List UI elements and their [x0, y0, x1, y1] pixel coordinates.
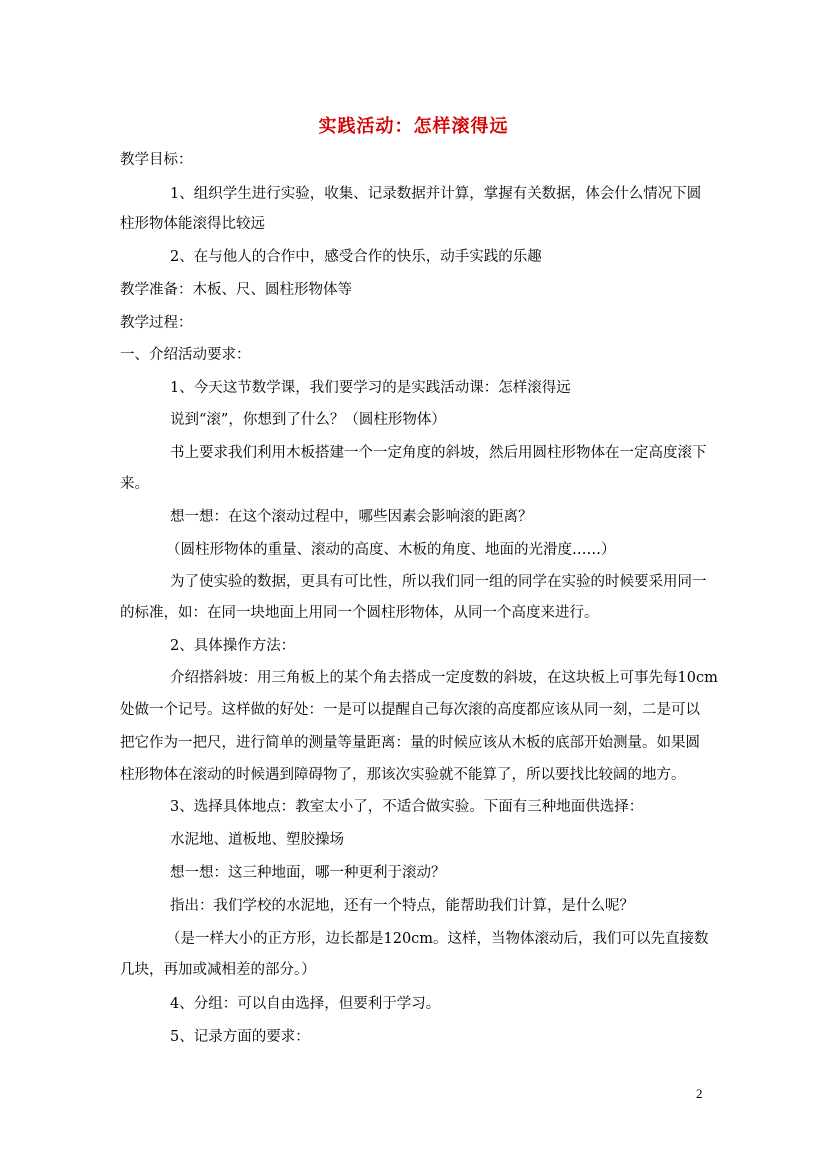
text-line: 1、组织学生进行实验，收集、记录数据并计算，掌握有关数据，体会什么情况下圆	[170, 186, 702, 202]
text-line: 的标准，如：在同一块地面上用同一个圆柱形物体，从同一个高度来进行。	[120, 605, 599, 621]
text-line: 想一想：这三种地面，哪一种更利于滚动？	[170, 865, 446, 881]
text-line: 4、分组：可以自由选择，但要利于学习。	[170, 996, 441, 1012]
text-line: （圆柱形物体的重量、滚动的高度、木板的角度、地面的光滑度……）	[166, 542, 616, 558]
text-line: 几块，再加或减相差的部分。）	[120, 962, 316, 978]
text-line: 说到“滚”，你想到了什么？（圆柱形物体）	[170, 412, 446, 428]
text-line: 处做一个记号。这样做的好处：一是可以提醒自己每次滚的高度都应该从同一刻，二是可以	[120, 702, 700, 718]
text-line: 柱形物体在滚动的时候遇到障碍物了，那该次实验就不能算了，所以要找比较阔的地方。	[120, 767, 686, 783]
text-line: 为了使实验的数据，更具有可比性，所以我们同一组的同学在实验的时候要采用同一	[170, 574, 707, 590]
text-line: 书上要求我们利用木板搭建一个一定角度的斜坡，然后用圆柱形物体在一定高度滚下	[170, 445, 707, 461]
text-line: 3、选择具体地点：教室太小了，不适合做实验。下面有三种地面供选择：	[170, 799, 644, 815]
text-line: 2、在与他人的合作中，感受合作的快乐，动手实践的乐趣	[170, 249, 542, 265]
text-line: 来。	[120, 476, 149, 492]
text-line: 一、介绍活动要求：	[120, 347, 251, 363]
text-line: 把它作为一把尺，进行简单的测量等量距离：量的时候应该从木板的底部开始测量。如果圆	[120, 735, 700, 751]
text-line: 2、具体操作方法：	[170, 638, 296, 654]
text-line: 想一想：在这个滚动过程中，哪些因素会影响滚的距离？	[170, 509, 533, 525]
text-line: 教学过程：	[120, 315, 193, 331]
text-line: 指出：我们学校的水泥地，还有一个特点，能帮助我们计算，是什么呢？	[170, 898, 634, 914]
page-number: 2	[696, 1086, 703, 1101]
text-line: 教学准备：木板、尺、圆柱形物体等	[120, 282, 352, 298]
text-line: 教学目标：	[120, 152, 193, 168]
text-line: 介绍搭斜坡：用三角板上的某个角去搭成一定度数的斜坡，在这块板上可事先每10cm	[170, 670, 718, 686]
text-line: 柱形物体能滚得比较远	[120, 216, 265, 232]
document-title: 实践活动：怎样滚得远	[318, 116, 509, 137]
text-line: 水泥地、道板地、塑胶操场	[170, 832, 344, 848]
text-line: 1、今天这节数学课，我们要学习的是实践活动课：怎样滚得远	[170, 380, 571, 396]
text-line: 5、记录方面的要求：	[170, 1029, 310, 1045]
text-line: （是一样大小的正方形，边长都是120cm。这样，当物体滚动后，我们可以先直接数	[166, 931, 709, 947]
